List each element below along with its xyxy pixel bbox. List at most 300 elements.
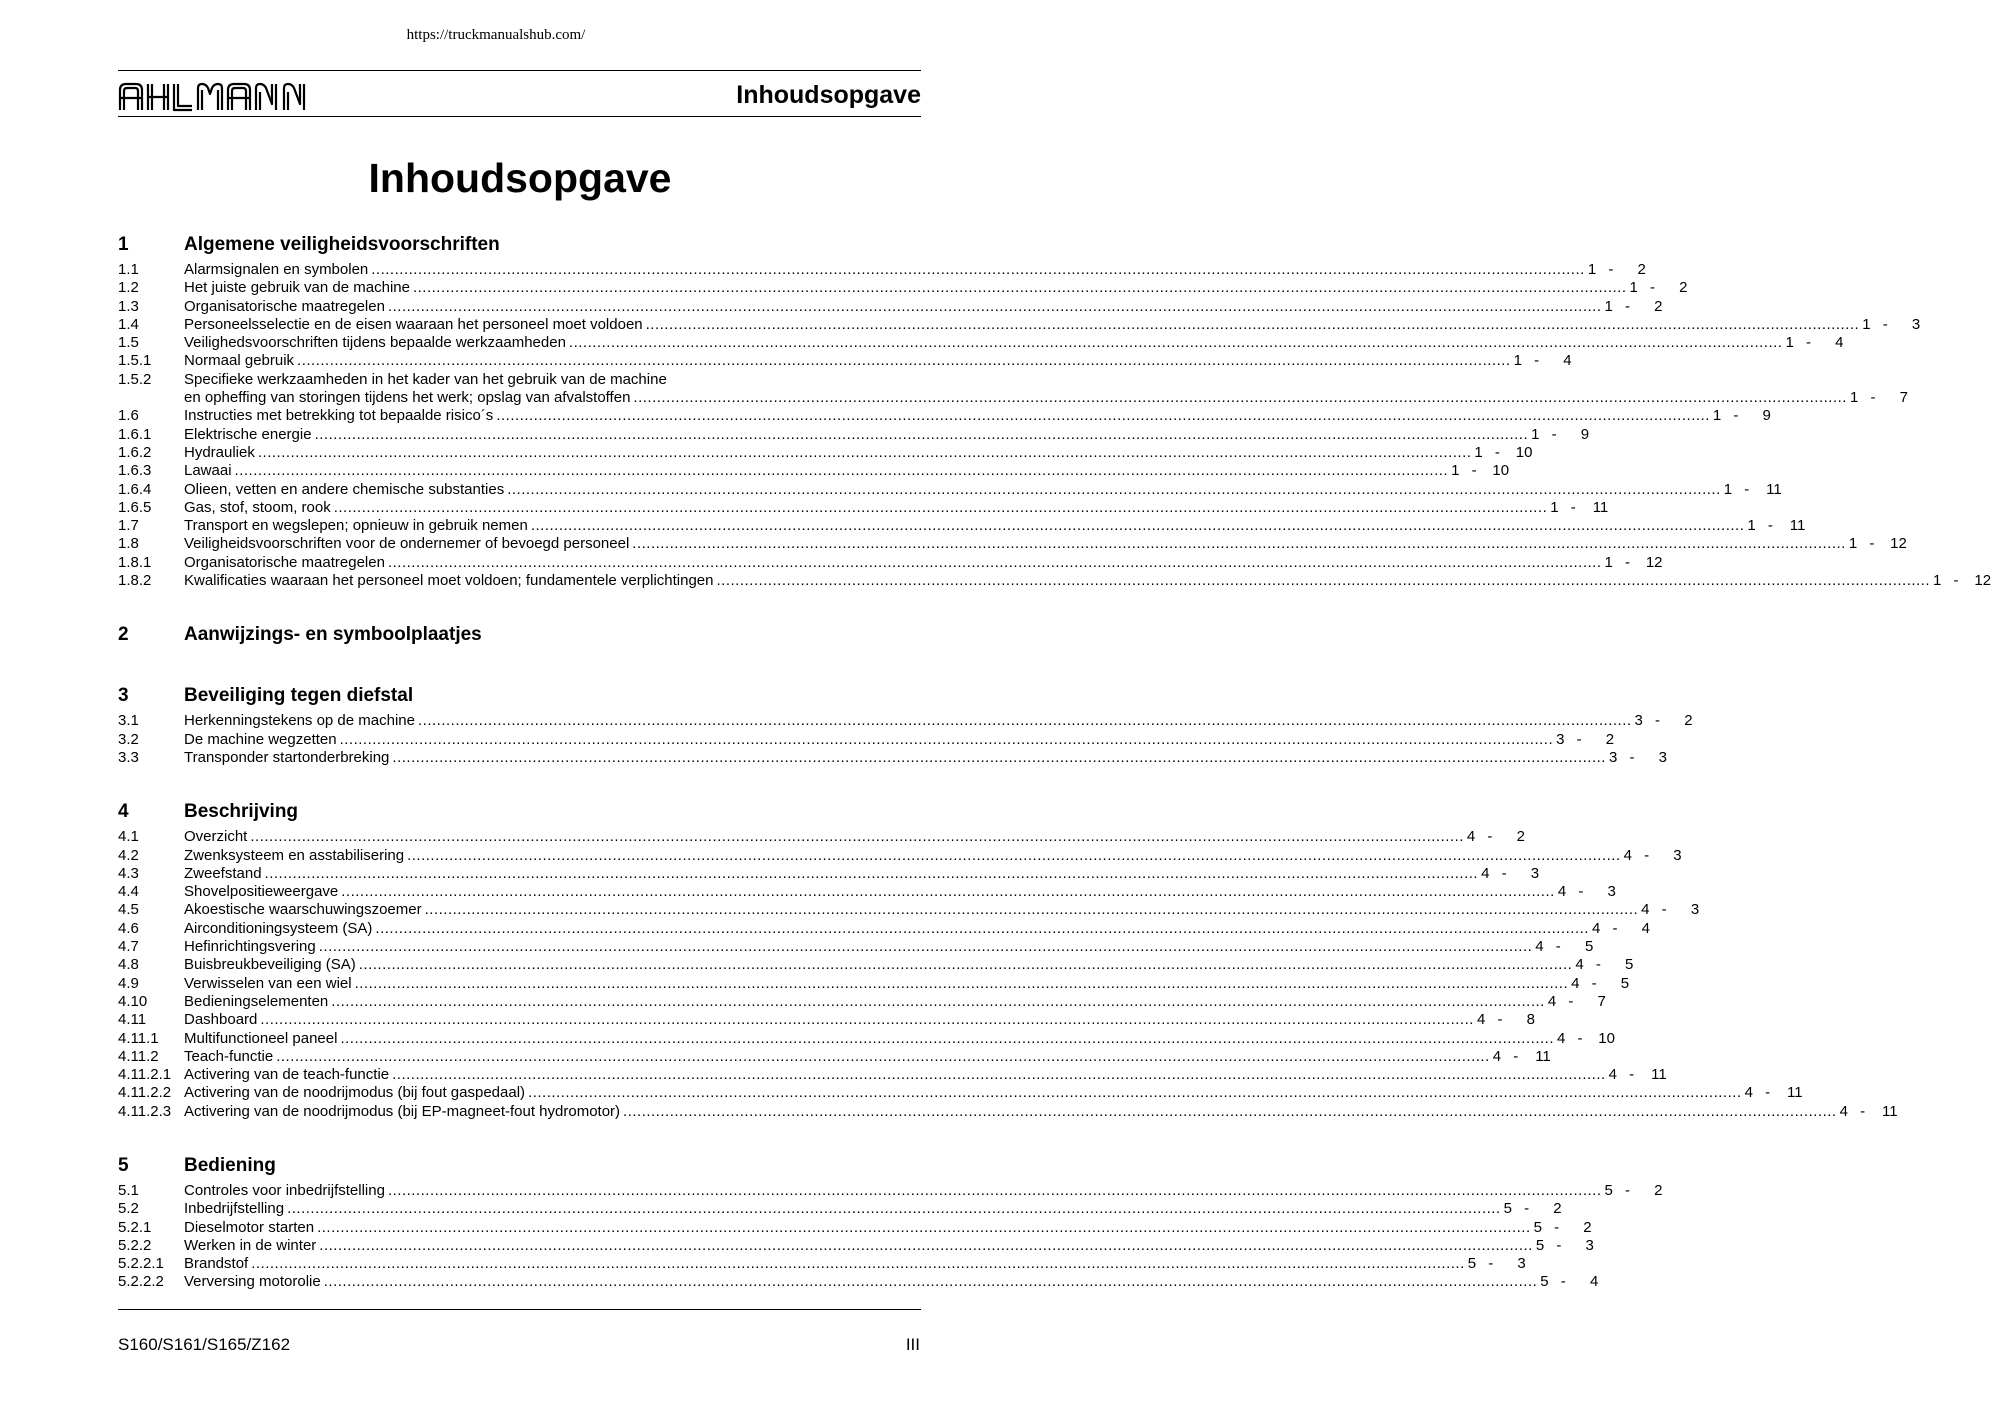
section-number: 2 <box>118 624 129 646</box>
entry-page-ref <box>1536 1237 1594 1255</box>
dot-leader: .................................................................................................................................................................................................................................................................... <box>251 1255 1465 1273</box>
entry-title: Buisbreukbeveiliging (SA) <box>184 956 356 974</box>
entry-number: 1.7 <box>118 517 139 535</box>
entry-number: 5.2 <box>118 1200 139 1218</box>
entry-page-ref <box>1641 901 1699 919</box>
dot-leader: .................................................................................................................................................................................................................................................................... <box>250 828 1464 846</box>
entry-title: Personeelsselectie en de eisen waaraan het personeel moet voldoen <box>184 315 643 333</box>
entry-title: Veilighedsvoorschriften tijdens bepaalde werkzaamheden <box>184 334 566 352</box>
toc-entry[interactable] <box>118 535 1907 553</box>
entry-chapter: 3 <box>1634 712 1643 730</box>
toc-entry[interactable] <box>118 517 1806 535</box>
entry-number: 4.1 <box>118 828 139 846</box>
entry-page: 3 <box>1517 1255 1526 1273</box>
toc-entry[interactable] <box>118 730 1615 749</box>
entry-chapter: 1 <box>1862 315 1871 333</box>
entry-chapter: 4 <box>1591 919 1601 937</box>
entry-page: 12 <box>1974 572 1991 590</box>
entry-title-wrap <box>184 499 1547 517</box>
entry-page: 11 <box>1535 1047 1551 1065</box>
toc-entry[interactable] <box>118 1236 1594 1255</box>
entry-chapter: 4 <box>1557 883 1567 901</box>
entry-chapter: 4 <box>1547 992 1557 1010</box>
section-title: Aanwijzings- en symboolplaatjes <box>184 624 482 646</box>
dot-leader: .................................................................................................................................................................................................................................................................... <box>331 992 1545 1010</box>
dot-leader: .................................................................................................................................................................................................................................................................... <box>407 846 1621 864</box>
toc-entry[interactable] <box>118 443 1533 462</box>
entry-title-wrap <box>184 920 1589 938</box>
section-title: Bediening <box>184 1154 276 1176</box>
entry-chapter: 4 <box>1476 1011 1486 1029</box>
entry-title-wrap <box>184 731 1553 749</box>
entry-page: 7 <box>1597 992 1606 1010</box>
entry-title: Zweefstand <box>184 864 262 882</box>
entry-page: 3 <box>1673 846 1682 864</box>
toc-section <box>118 234 1991 590</box>
entry-title: Shovelpositieweergave <box>184 883 339 901</box>
entry-number: 4.9 <box>118 974 139 992</box>
entry-chapter: 4 <box>1575 956 1584 974</box>
entry-title: Organisatorische maatregelen <box>184 297 385 315</box>
entry-chapter: 1 <box>1513 352 1522 370</box>
entry-number: 1.5.2 <box>118 370 152 388</box>
entry-chapter: 4 <box>1535 938 1544 956</box>
dot-leader: .................................................................................................................................................................................................................................................................... <box>392 748 1606 766</box>
entry-number: 4.7 <box>118 938 139 956</box>
entry-number: 3.2 <box>118 730 139 748</box>
page-separator: - <box>1488 1255 1494 1273</box>
entry-page-ref <box>1451 462 1509 480</box>
entry-title: Activering van de teach-functie <box>184 1066 390 1084</box>
entry-page-ref <box>1468 1255 1526 1273</box>
section-heading[interactable] <box>118 624 921 651</box>
entry-title-wrap <box>184 865 1478 883</box>
page-separator: - <box>1629 748 1635 766</box>
entry-number: 1.6.3 <box>118 462 152 480</box>
entry-number: 4.6 <box>118 919 139 937</box>
entry-chapter: 4 <box>1571 974 1580 992</box>
page-separator: - <box>1733 407 1739 425</box>
entry-page-ref <box>1862 316 1920 334</box>
entry-title: Herkenningstekens op de machine <box>184 712 415 730</box>
toc-entry[interactable] <box>118 712 1693 730</box>
entry-number: 5.1 <box>118 1181 139 1199</box>
toc-entry[interactable] <box>118 261 1646 279</box>
dot-leader: .................................................................................................................................................................................................................................................................... <box>260 1011 1474 1029</box>
entry-chapter: 4 <box>1641 901 1650 919</box>
entry-page: 3 <box>1530 864 1540 882</box>
entry-title: Brandstof <box>184 1255 249 1273</box>
dot-leader: .................................................................................................................................................................................................................................................................... <box>257 443 1472 461</box>
entry-chapter: 3 <box>1556 730 1565 748</box>
entry-title-wrap <box>184 975 1568 993</box>
toc-entry[interactable] <box>118 846 1682 865</box>
entry-page: 4 <box>1641 919 1650 937</box>
dot-leader: .................................................................................................................................................................................................................................................................... <box>507 480 1721 498</box>
entry-title: Kwalificaties waaraan het personeel moet voldoen; fundamentele verplichtingen <box>184 572 714 590</box>
toc-entry[interactable] <box>118 1011 1535 1029</box>
toc-section <box>118 685 1693 767</box>
toc-entry[interactable] <box>118 553 1663 572</box>
section-number: 3 <box>118 685 129 707</box>
entry-title-wrap <box>184 572 1930 590</box>
entry-number: 5.2.2 <box>118 1236 152 1254</box>
entry-page-ref <box>1474 444 1532 462</box>
entry-title-wrap <box>184 1103 1837 1121</box>
section-heading[interactable] <box>118 685 921 712</box>
toc-entry[interactable] <box>118 498 1609 517</box>
entry-title: Alarmsignalen en symbolen <box>184 261 369 278</box>
entry-page-ref <box>1604 1182 1662 1200</box>
entry-page: 2 <box>1637 261 1646 278</box>
entry-page-ref <box>1850 389 1908 407</box>
dot-leader: .................................................................................................................................................................................................................................................................... <box>341 883 1555 901</box>
toc-entry[interactable] <box>118 1200 1562 1218</box>
entry-title-wrap <box>184 1273 1537 1291</box>
page-separator: - <box>1551 425 1557 443</box>
section-heading[interactable] <box>118 1155 921 1182</box>
toc-entry[interactable] <box>118 352 1572 370</box>
dot-leader: .................................................................................................................................................................................................................................................................... <box>317 1218 1531 1236</box>
entry-number: 4.10 <box>118 992 148 1010</box>
section-spacer <box>118 651 921 685</box>
dot-leader: .................................................................................................................................................................................................................................................................... <box>412 279 1627 297</box>
entry-number: 1.6.4 <box>118 480 152 498</box>
entry-chapter: 1 <box>1604 553 1613 571</box>
page-separator: - <box>1624 1181 1630 1199</box>
page-separator: - <box>1661 901 1667 919</box>
page-separator: - <box>1869 535 1875 553</box>
page-separator: - <box>1655 712 1661 730</box>
entry-chapter: 1 <box>1712 407 1722 425</box>
table-of-contents <box>118 234 1991 1292</box>
toc-entry[interactable] <box>118 974 1630 993</box>
toc-entry[interactable] <box>118 334 1844 352</box>
entry-page: 4 <box>1589 1273 1599 1291</box>
entry-number: 1.8.1 <box>118 553 152 571</box>
entry-title: Organisatorische maatregelen <box>184 553 385 571</box>
entry-title: Veiligheidsvoorschriften voor de ondernemer of bevoegd personeel <box>184 535 630 553</box>
entry-title-wrap <box>184 462 1448 480</box>
entry-title-wrap <box>184 901 1638 919</box>
entry-chapter: 5 <box>1540 1273 1549 1291</box>
entry-page: 2 <box>1679 279 1688 297</box>
toc-entry[interactable] <box>118 883 1616 901</box>
entry-number: 1.8 <box>118 535 139 553</box>
toc-entry[interactable] <box>118 1273 1599 1291</box>
toc-entry[interactable] <box>118 828 1525 846</box>
entry-title: Verwisselen van een wiel <box>184 974 352 992</box>
entry-title-wrap <box>184 1011 1474 1029</box>
toc-entry[interactable] <box>118 572 1991 590</box>
entry-chapter: 1 <box>1848 535 1858 553</box>
entry-page-ref <box>1785 334 1843 352</box>
entry-page-ref <box>1548 993 1606 1011</box>
entry-title: Instructies met betrekking tot bepaalde risico´s <box>184 407 494 425</box>
entry-number: 1.6.5 <box>118 498 152 516</box>
entry-title-wrap <box>184 298 1602 316</box>
page-separator: - <box>1644 846 1650 864</box>
page-separator: - <box>1578 883 1584 901</box>
dot-leader: .................................................................................................................................................................................................................................................................... <box>387 297 1602 315</box>
toc-entry[interactable] <box>118 279 1688 297</box>
page-separator: - <box>1487 828 1493 846</box>
page-separator: - <box>1625 297 1630 315</box>
entry-page: 12 <box>1645 553 1663 571</box>
dot-leader: .................................................................................................................................................................................................................................................................... <box>633 389 1847 407</box>
toc-entry[interactable] <box>118 956 1634 974</box>
entry-title-wrap <box>184 279 1627 297</box>
ahlmann-logo <box>118 82 326 112</box>
dot-leader: .................................................................................................................................................................................................................................................................... <box>333 498 1548 516</box>
dot-leader: .................................................................................................................................................................................................................................................................... <box>387 553 1602 571</box>
dot-leader: .................................................................................................................................................................................................................................................................... <box>387 1181 1602 1199</box>
dot-leader: .................................................................................................................................................................................................................................................................... <box>716 572 1931 590</box>
entry-title: Bedieningselementen <box>184 992 329 1010</box>
entry-page: 4 <box>1835 334 1844 352</box>
page-separator: - <box>1534 352 1540 370</box>
toc-entry[interactable] <box>118 297 1663 316</box>
entry-title-wrap <box>184 426 1528 444</box>
entry-chapter: 5 <box>1533 1218 1542 1236</box>
entry-title: Dieselmotor starten <box>184 1218 315 1236</box>
toc-entry[interactable] <box>118 480 1782 499</box>
entry-title: Elektrische energie <box>184 425 312 443</box>
page-separator: - <box>1524 1200 1530 1218</box>
entry-page: 2 <box>1516 828 1525 846</box>
entry-title: Akoestische waarschuwingszoemer <box>184 901 422 919</box>
entry-title: Overzicht <box>184 828 248 846</box>
entry-number: 4.11.2 <box>118 1047 159 1065</box>
entry-page-ref <box>1849 535 1907 553</box>
page-separator: - <box>1860 1102 1866 1120</box>
entry-page-ref <box>1840 1103 1898 1121</box>
dot-leader: .................................................................................................................................................................................................................................................................... <box>297 352 1511 370</box>
entry-chapter: 4 <box>1466 828 1476 846</box>
section-spacer <box>118 590 921 624</box>
dot-leader: .................................................................................................................................................................................................................................................................... <box>340 1029 1554 1047</box>
entry-page: 4 <box>1563 352 1572 370</box>
entry-title: Lawaai <box>184 462 232 480</box>
entry-title-wrap <box>184 712 1632 730</box>
entry-number: 4.11.2.1 <box>118 1066 172 1084</box>
entry-title: Verversing motorolie <box>184 1273 321 1291</box>
entry-title: Airconditioningsysteem (SA) <box>184 919 373 937</box>
header-bottom-rule <box>118 116 921 117</box>
entry-page: 7 <box>1899 389 1908 407</box>
dot-leader: .................................................................................................................................................................................................................................................................... <box>314 425 1529 443</box>
entry-page: 12 <box>1890 535 1907 553</box>
entry-number: 3.3 <box>118 748 139 766</box>
entry-page: 3 <box>1690 901 1700 919</box>
toc-entry[interactable] <box>118 371 921 389</box>
toc-entry[interactable] <box>118 315 1921 334</box>
entry-page-ref <box>1477 1011 1535 1029</box>
entry-number: 1.1 <box>118 261 139 278</box>
page-separator: - <box>1629 1066 1635 1084</box>
entry-title-wrap <box>184 956 1572 974</box>
section-spacer <box>118 767 921 801</box>
entry-page: 2 <box>1654 1181 1663 1199</box>
entry-number: 1.6.2 <box>118 443 152 461</box>
entry-page-ref <box>1571 975 1629 993</box>
entry-number: 4.11.2.3 <box>118 1102 172 1120</box>
entry-chapter: 3 <box>1608 748 1618 766</box>
dot-leader: .................................................................................................................................................................................................................................................................... <box>234 462 1449 480</box>
toc-entry[interactable] <box>118 938 1594 956</box>
entry-title: Controles voor inbedrijfstelling <box>184 1181 385 1199</box>
entry-chapter: 1 <box>1451 462 1460 480</box>
entry-chapter: 5 <box>1467 1255 1477 1273</box>
toc-entry[interactable] <box>118 901 1700 919</box>
entry-page-ref <box>1557 1030 1615 1048</box>
page-separator: - <box>1497 1011 1503 1029</box>
entry-number: 4.11.1 <box>118 1029 159 1047</box>
toc-entry[interactable] <box>118 1255 1526 1273</box>
toc-entry-continuation[interactable] <box>118 389 1908 407</box>
section-number: 1 <box>118 234 129 255</box>
entry-chapter: 4 <box>1481 864 1490 882</box>
page-separator: - <box>1576 730 1582 748</box>
entry-title-wrap <box>184 1255 1465 1273</box>
entry-page-ref <box>1540 1273 1598 1291</box>
header-top-rule <box>118 70 921 71</box>
entry-page: 8 <box>1526 1011 1535 1029</box>
toc-entry[interactable] <box>118 1047 1551 1066</box>
entry-number: 1.3 <box>118 297 139 315</box>
entry-chapter: 1 <box>1629 279 1638 297</box>
page-title: Inhoudsopgave <box>368 155 672 201</box>
entry-title-wrap <box>184 1030 1554 1048</box>
entry-page: 2 <box>1684 712 1693 730</box>
section-title: Beveiliging tegen diefstal <box>184 685 414 707</box>
section-heading[interactable] <box>118 801 921 828</box>
dot-leader: .................................................................................................................................................................................................................................................................... <box>371 261 1585 278</box>
dot-leader: .................................................................................................................................................................................................................................................................... <box>358 956 1573 974</box>
entry-title-wrap <box>184 749 1606 767</box>
page-separator: - <box>1805 334 1811 352</box>
entry-title: Hydrauliek <box>184 443 255 461</box>
entry-page-ref <box>1556 731 1614 749</box>
entry-chapter: 4 <box>1623 846 1632 864</box>
entry-page-ref <box>1933 572 1991 590</box>
header-title: Inhoudsopgave <box>736 81 921 109</box>
entry-title: De machine wegzetten <box>184 730 337 748</box>
toc-entry[interactable] <box>118 407 1771 425</box>
toc-entry[interactable] <box>118 1066 1667 1084</box>
toc-entry[interactable] <box>118 992 1606 1011</box>
entry-page-ref <box>1724 481 1782 499</box>
page-separator: - <box>1494 443 1500 461</box>
toc-entry[interactable] <box>118 462 1510 480</box>
toc-section <box>118 1154 1663 1292</box>
entry-page: 11 <box>1651 1066 1667 1084</box>
entry-title-wrap <box>184 1048 1490 1066</box>
page-separator: - <box>1650 279 1656 297</box>
dot-leader: .................................................................................................................................................................................................................................................................... <box>424 901 1639 919</box>
entry-title-wrap <box>184 535 1846 553</box>
toc-entry[interactable] <box>118 425 1590 444</box>
page-separator: - <box>1556 1236 1562 1254</box>
page-separator: - <box>1555 938 1561 956</box>
entry-page-ref <box>1504 1200 1562 1218</box>
dot-leader: .................................................................................................................................................................................................................................................................... <box>318 938 1533 956</box>
page-separator: - <box>1554 1218 1560 1236</box>
footer-rule <box>118 1309 921 1310</box>
entry-page: 10 <box>1515 443 1533 461</box>
dot-leader: .................................................................................................................................................................................................................................................................... <box>319 1236 1533 1254</box>
entry-number: 1.6 <box>118 407 139 425</box>
toc-entry[interactable] <box>118 864 1540 883</box>
entry-title: Dashboard <box>184 1011 258 1029</box>
entry-title-wrap <box>184 316 1859 334</box>
toc-entry[interactable] <box>118 1102 1898 1121</box>
entry-page-ref <box>1630 279 1688 297</box>
entry-title: Inbedrijfstelling <box>184 1200 285 1218</box>
section-number: 5 <box>118 1154 129 1176</box>
entry-chapter: 1 <box>1933 572 1942 590</box>
entry-page-ref <box>1605 298 1663 316</box>
section-spacer <box>118 1121 921 1155</box>
toc-entry[interactable] <box>118 1029 1615 1048</box>
entry-chapter: 1 <box>1785 334 1794 352</box>
dot-leader: .................................................................................................................................................................................................................................................................... <box>276 1047 1490 1065</box>
entry-page: 2 <box>1605 730 1615 748</box>
entry-title-wrap <box>184 481 1721 499</box>
entry-chapter: 5 <box>1535 1236 1545 1254</box>
entry-chapter: 5 <box>1503 1200 1512 1218</box>
entry-page: 3 <box>1658 748 1667 766</box>
page-separator: - <box>1612 919 1618 937</box>
entry-page: 5 <box>1584 938 1594 956</box>
toc-entry[interactable] <box>118 1084 1803 1102</box>
entry-chapter: 1 <box>1531 425 1540 443</box>
source-url[interactable]: https://truckmanualshub.com/ <box>406 27 586 43</box>
entry-page: 11 <box>1787 1084 1803 1102</box>
entry-title: Olieen, vetten en andere chemische substanties <box>184 480 505 498</box>
page-separator: - <box>1953 572 1959 590</box>
entry-page: 5 <box>1620 974 1630 992</box>
entry-page-ref <box>1531 426 1589 444</box>
dot-leader: .................................................................................................................................................................................................................................................................... <box>339 730 1554 748</box>
entry-chapter: 4 <box>1556 1029 1566 1047</box>
toc-entry[interactable] <box>118 748 1667 767</box>
entry-chapter: 1 <box>1849 389 1859 407</box>
entry-title-wrap <box>184 1219 1531 1237</box>
toc-entry[interactable] <box>118 1181 1663 1200</box>
entry-chapter: 1 <box>1747 517 1756 535</box>
section-title: Beschrijving <box>184 801 299 823</box>
entry-title: Multifunctioneel paneel <box>184 1029 338 1047</box>
page-separator: - <box>1501 864 1507 882</box>
entry-page-ref <box>1624 847 1682 865</box>
toc-entry[interactable] <box>118 1218 1592 1237</box>
entry-title-wrap <box>184 444 1471 462</box>
entry-page: 2 <box>1654 297 1663 315</box>
entry-title-wrap <box>184 389 1847 407</box>
entry-page: 2 <box>1583 1218 1592 1236</box>
entry-title-wrap <box>184 1182 1601 1200</box>
page-separator: - <box>1744 480 1750 498</box>
dot-leader: .................................................................................................................................................................................................................................................................... <box>323 1273 1538 1291</box>
entry-chapter: 5 <box>1604 1181 1613 1199</box>
entry-page-ref <box>1713 407 1771 425</box>
entry-title: Zwenksysteem en asstabilisering <box>184 846 405 864</box>
entry-title-wrap <box>184 517 1744 535</box>
toc-entry[interactable] <box>118 919 1650 938</box>
section-heading[interactable] <box>118 234 921 261</box>
entry-title-wrap <box>184 554 1602 572</box>
